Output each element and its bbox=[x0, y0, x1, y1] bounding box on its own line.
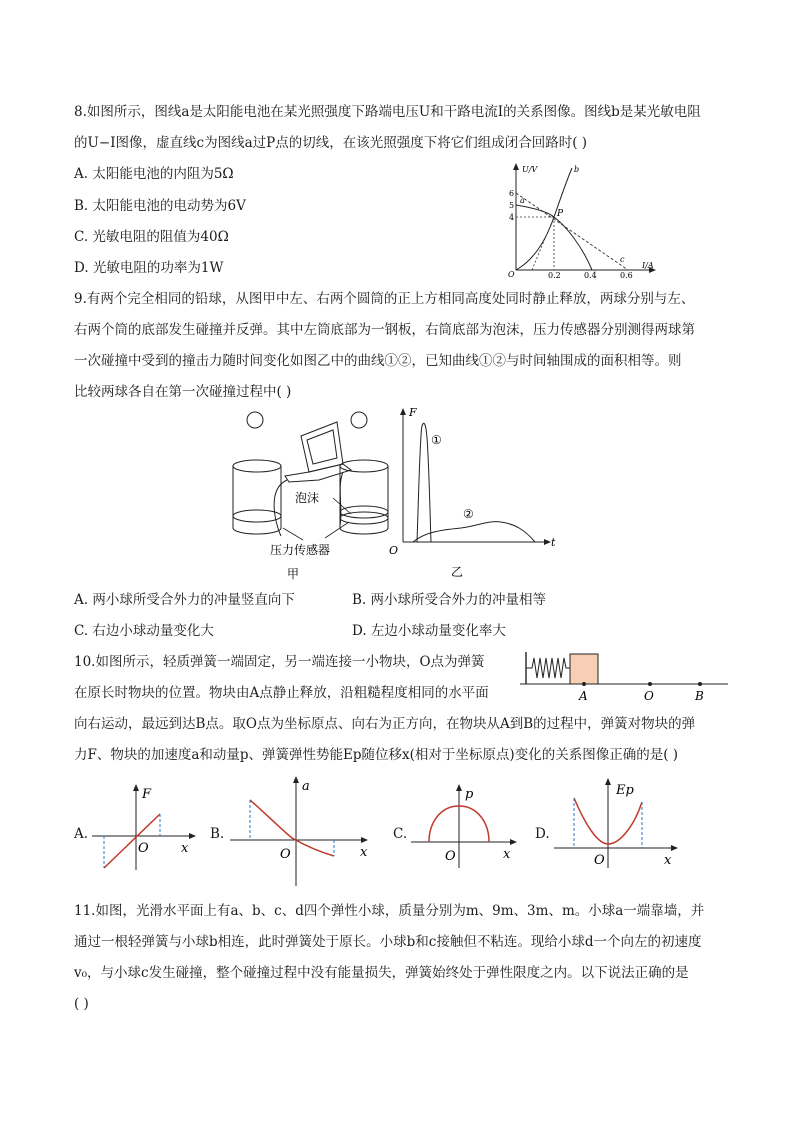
q8-origin: O bbox=[508, 270, 515, 279]
q9-caption-yi: 乙 bbox=[451, 565, 464, 579]
q10-c-ylabel: p bbox=[465, 787, 474, 802]
q8-stem-line2: 的U−I图像，虚直线c为图线a过P点的切线，在该光照强度下将它们组成闭合回路时( ) bbox=[74, 135, 588, 151]
q9-t-label: t bbox=[551, 536, 556, 549]
q9-foam-label: 泡沫 bbox=[295, 491, 320, 505]
q10-stem-line2: 在原长时物块的位置。物块由A点静止释放，沿粗糙程度相同的水平面 bbox=[74, 685, 489, 701]
q10-choice-d-letter: D. bbox=[535, 826, 550, 842]
q9-option-b: B. 两小球所受合外力的冲量相等 bbox=[352, 592, 547, 608]
q9-stem-line1: 9.有两个完全相同的铅球，从图甲中左、右两个圆筒的正上方相同高度处同时静止释放，两球分别与左、 bbox=[74, 291, 695, 307]
q8-label-a: a bbox=[520, 196, 525, 205]
q9-stem-line4: 比较两球各自在第一次碰撞过程中( ) bbox=[74, 384, 292, 400]
q10-a-xlabel: x bbox=[181, 841, 189, 856]
q8-xtick-02: 0.2 bbox=[548, 271, 561, 280]
q9-curve-1-label: ① bbox=[431, 433, 442, 447]
q10-point-a: A bbox=[579, 689, 588, 703]
q10-graph-c bbox=[407, 782, 523, 870]
q9-stem-line3: 一次碰撞中受到的撞击力随时间变化如图乙中的曲线①②，已知曲线①②与时间轴围成的面积相等。则 bbox=[74, 353, 682, 369]
q10-b-curve bbox=[250, 800, 334, 856]
q9-ball-left bbox=[247, 412, 263, 428]
q8-x-label: I/A bbox=[642, 261, 654, 270]
q8-ui-graph bbox=[504, 160, 664, 280]
q11-stem-line3: v₀，与小球c发生碰撞，整个碰撞过程中没有能量损失，弹簧始终处于弹性限度之内。以下说法正确的是 bbox=[74, 965, 689, 981]
q9-sensor-label: 压力传感器 bbox=[270, 543, 331, 557]
q8-y-label: U/V bbox=[522, 165, 538, 174]
q9-curve-2-label: ② bbox=[463, 507, 474, 521]
q10-graph-d bbox=[550, 776, 686, 870]
q10-d-ylabel: Ep bbox=[616, 783, 634, 798]
q9-ball-right bbox=[351, 412, 367, 428]
q10-b-origin: O bbox=[280, 847, 291, 862]
q10-d-origin: O bbox=[594, 853, 605, 868]
q8-curve-b bbox=[516, 168, 572, 270]
q8-xtick-04: 0.4 bbox=[584, 271, 597, 280]
q9-fig-jia bbox=[225, 408, 395, 583]
q8-option-c: C. 光敏电阻的阻值为40Ω bbox=[74, 229, 229, 245]
q9-option-c: C. 右边小球动量变化大 bbox=[74, 623, 214, 639]
q8-ytick-4: 4 bbox=[509, 213, 515, 222]
q10-graph-a bbox=[88, 782, 200, 874]
q11-stem-line2: 通过一根轻弹簧与小球b相连，此时弹簧处于原长。小球b和c接触但不粘连。现给小球d一个向左的初速度 bbox=[74, 934, 702, 950]
q10-choice-a-letter: A. bbox=[74, 826, 89, 842]
q9-origin: O bbox=[389, 544, 399, 557]
q11-stem-line4: ( ) bbox=[74, 996, 89, 1012]
q8-ytick-5: 5 bbox=[509, 201, 515, 210]
q9-caption-jia: 甲 bbox=[287, 567, 300, 581]
q8-line-c bbox=[516, 193, 628, 270]
q10-b-xlabel: x bbox=[360, 845, 368, 860]
q8-option-b: B. 太阳能电池的电动势为6V bbox=[74, 198, 246, 214]
q10-spring bbox=[526, 658, 570, 678]
q10-stem-line1: 10.如图所示，轻质弹簧一端固定，另一端连接一小物块，O点为弹簧 bbox=[74, 654, 485, 670]
q10-graph-b bbox=[226, 774, 376, 890]
q9-stem-line2: 右两个筒的底部发生碰撞并反弹。其中左筒底部为一钢板，右筒底部为泡沫，压力传感器分别测得两球第 bbox=[74, 322, 695, 338]
q8-option-d: D. 光敏电阻的功率为1W bbox=[74, 260, 224, 276]
q10-stem-line3: 向右运动，最远到达B点。取O点为坐标原点、向右为正方向，在物块从A到B的过程中，弹簧对物块的弹 bbox=[74, 716, 696, 732]
q10-point-b: B bbox=[695, 689, 704, 703]
q9-fig-yi bbox=[385, 404, 565, 582]
q8-label-c: c bbox=[620, 255, 625, 264]
q9-option-d: D. 左边小球动量变化率大 bbox=[352, 623, 506, 639]
q9-curve-1 bbox=[417, 423, 431, 542]
q10-c-origin: O bbox=[445, 849, 456, 864]
q9-option-a: A. 两小球所受合外力的冲量竖直向下 bbox=[74, 592, 295, 608]
q10-block bbox=[570, 654, 598, 684]
q10-stem-line4: 力F、物块的加速度a和动量p、弹簧弹性势能Ep随位移x(相对于坐标原点)变化的关系图像正确的是( ) bbox=[74, 747, 679, 763]
q10-point-o: O bbox=[644, 689, 654, 703]
q8-label-b: b bbox=[574, 165, 580, 174]
q10-setup bbox=[520, 648, 732, 704]
q8-option-a: A. 太阳能电池的内阻为5Ω bbox=[74, 166, 234, 182]
q10-d-xlabel: x bbox=[664, 853, 672, 868]
q8-stem-line1: 8.如图所示，图线a是太阳能电池在某光照强度下路端电压U和干路电流I的关系图像。图线b是某光敏电阻 bbox=[74, 104, 701, 120]
q10-c-xlabel: x bbox=[503, 847, 511, 862]
q10-b-ylabel: a bbox=[302, 779, 310, 794]
q10-a-ylabel: F bbox=[142, 787, 152, 802]
q8-point-p: P bbox=[557, 209, 564, 219]
q10-a-origin: O bbox=[138, 841, 149, 856]
q10-a-line bbox=[104, 814, 160, 868]
q11-stem-line1: 11.如图，光滑水平面上有a、b、c、d四个弹性小球，质量分别为m、9m、3m、m。小球a一端靠墙，并 bbox=[74, 903, 705, 919]
q8-ytick-6: 6 bbox=[509, 189, 515, 198]
q8-y-arrow bbox=[513, 163, 519, 170]
q10-choice-c-letter: C. bbox=[393, 826, 408, 842]
q9-f-label: F bbox=[409, 406, 417, 419]
q9-laptop bbox=[301, 422, 343, 472]
q10-choice-b-letter: B. bbox=[210, 826, 225, 842]
q8-xtick-06: 0.6 bbox=[620, 271, 633, 280]
